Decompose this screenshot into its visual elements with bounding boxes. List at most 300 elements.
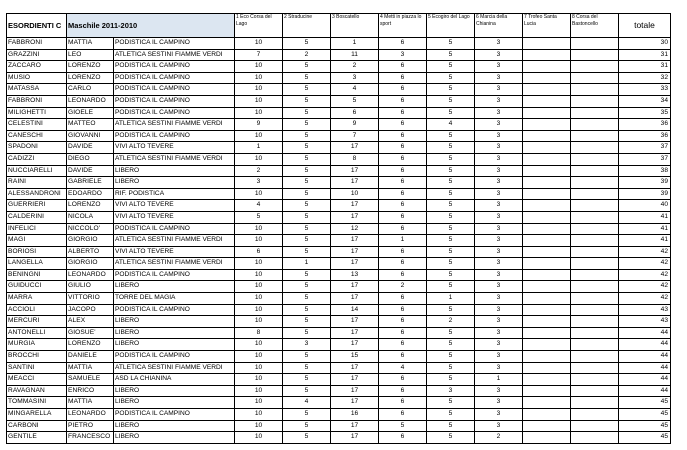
race-3-points: 17 xyxy=(331,246,379,258)
club-name: LIBERO xyxy=(114,165,235,177)
table-row xyxy=(7,177,671,189)
race-8-points xyxy=(571,200,619,212)
race-7-points xyxy=(523,316,571,328)
athlete-surname: INFELICI xyxy=(7,223,67,235)
race-7-points xyxy=(523,142,571,154)
category-header: ESORDIENTI C xyxy=(7,14,67,38)
athlete-name: ENRICO xyxy=(67,385,114,397)
race-7-points xyxy=(523,211,571,223)
club-name: LIBERO xyxy=(114,432,235,444)
table-row xyxy=(7,200,671,212)
table-row xyxy=(7,409,671,421)
race-header-8: 8 Corsa del Bastoncello xyxy=(571,14,619,38)
race-3-points: 17 xyxy=(331,432,379,444)
race-4-points: 6 xyxy=(379,223,427,235)
athlete-surname: ALESSANDRONI xyxy=(7,188,67,200)
race-8-points xyxy=(571,339,619,351)
total-points: 40 xyxy=(619,200,671,212)
race-1-points: 10 xyxy=(235,107,283,119)
race-5-points: 2 xyxy=(427,316,475,328)
athlete-name: LORENZO xyxy=(67,200,114,212)
race-1-points: 10 xyxy=(235,351,283,363)
total-points: 42 xyxy=(619,269,671,281)
club-name: PODISTICA IL CAMPINO xyxy=(114,38,235,50)
race-1-points: 10 xyxy=(235,61,283,73)
race-5-points: 5 xyxy=(427,211,475,223)
race-8-points xyxy=(571,351,619,363)
race-6-points: 3 xyxy=(475,327,523,339)
race-7-points xyxy=(523,72,571,84)
race-2-points: 5 xyxy=(283,153,331,165)
table-row xyxy=(7,95,671,107)
total-points: 37 xyxy=(619,153,671,165)
ranking-table xyxy=(6,13,671,444)
race-7-points xyxy=(523,153,571,165)
race-4-points: 5 xyxy=(379,420,427,432)
race-4-points: 6 xyxy=(379,385,427,397)
race-3-points: 17 xyxy=(331,281,379,293)
athlete-name: GIULIO xyxy=(67,281,114,293)
table-row xyxy=(7,362,671,374)
athlete-surname: MEACCI xyxy=(7,374,67,386)
total-points: 42 xyxy=(619,293,671,305)
race-4-points: 6 xyxy=(379,269,427,281)
athlete-surname: GUERRIERI xyxy=(7,200,67,212)
total-points: 45 xyxy=(619,432,671,444)
race-header-4: 4 Metti in piazza lo sport xyxy=(379,14,427,38)
table-row xyxy=(7,188,671,200)
race-5-points: 5 xyxy=(427,188,475,200)
table-row xyxy=(7,49,671,61)
table-row xyxy=(7,316,671,328)
race-4-points: 6 xyxy=(379,153,427,165)
race-8-points xyxy=(571,142,619,154)
race-4-points: 6 xyxy=(379,107,427,119)
race-2-points: 5 xyxy=(283,119,331,131)
race-6-points: 3 xyxy=(475,235,523,247)
total-points: 41 xyxy=(619,223,671,235)
club-name: ATLETICA SESTINI FIAMME VERDI xyxy=(114,153,235,165)
race-5-points: 5 xyxy=(427,327,475,339)
race-4-points: 6 xyxy=(379,246,427,258)
athlete-surname: BENINGNI xyxy=(7,269,67,281)
club-name: ATLETICA SESTINI FIAMME VERDI xyxy=(114,235,235,247)
race-7-points xyxy=(523,339,571,351)
race-3-points: 17 xyxy=(331,316,379,328)
race-7-points xyxy=(523,235,571,247)
athlete-name: LEONARDO xyxy=(67,95,114,107)
club-name: LIBERO xyxy=(114,177,235,189)
race-5-points: 5 xyxy=(427,107,475,119)
race-header-6: 6 Marcia della Chianina xyxy=(475,14,523,38)
race-4-points: 6 xyxy=(379,61,427,73)
race-4-points: 6 xyxy=(379,165,427,177)
race-4-points: 6 xyxy=(379,130,427,142)
race-6-points: 3 xyxy=(475,223,523,235)
race-4-points: 6 xyxy=(379,119,427,131)
total-header: totale xyxy=(619,14,671,38)
race-4-points: 6 xyxy=(379,84,427,96)
race-2-points: 5 xyxy=(283,61,331,73)
race-6-points: 3 xyxy=(475,316,523,328)
race-1-points: 3 xyxy=(235,177,283,189)
race-1-points: 10 xyxy=(235,374,283,386)
race-8-points xyxy=(571,72,619,84)
header-row xyxy=(7,14,671,38)
race-5-points: 5 xyxy=(427,258,475,270)
total-points: 30 xyxy=(619,38,671,50)
race-6-points: 3 xyxy=(475,61,523,73)
athlete-surname: MUSIO xyxy=(7,72,67,84)
race-6-points: 3 xyxy=(475,177,523,189)
race-4-points: 4 xyxy=(379,362,427,374)
race-3-points: 17 xyxy=(331,362,379,374)
total-points: 37 xyxy=(619,142,671,154)
race-4-points: 6 xyxy=(379,177,427,189)
race-8-points xyxy=(571,165,619,177)
race-2-points: 5 xyxy=(283,223,331,235)
table-row xyxy=(7,327,671,339)
race-3-points: 17 xyxy=(331,235,379,247)
race-8-points xyxy=(571,49,619,61)
table-row xyxy=(7,38,671,50)
group-header: Maschile 2011-2010 xyxy=(67,14,235,38)
race-8-points xyxy=(571,409,619,421)
race-3-points: 12 xyxy=(331,223,379,235)
race-8-points xyxy=(571,107,619,119)
race-7-points xyxy=(523,165,571,177)
athlete-name: FRANCESCO xyxy=(67,432,114,444)
athlete-name: MATTIA xyxy=(67,397,114,409)
athlete-surname: CANESCHI xyxy=(7,130,67,142)
race-2-points: 5 xyxy=(283,130,331,142)
athlete-surname: GENTILE xyxy=(7,432,67,444)
table-row xyxy=(7,107,671,119)
athlete-name: LEO xyxy=(67,49,114,61)
club-name: PODISTICA IL CAMPINO xyxy=(114,304,235,316)
race-3-points: 1 xyxy=(331,38,379,50)
race-4-points: 6 xyxy=(379,339,427,351)
race-5-points: 5 xyxy=(427,61,475,73)
race-4-points: 6 xyxy=(379,351,427,363)
total-points: 42 xyxy=(619,281,671,293)
table-row xyxy=(7,223,671,235)
athlete-name: DIEGO xyxy=(67,153,114,165)
club-name: LIBERO xyxy=(114,420,235,432)
race-3-points: 17 xyxy=(331,165,379,177)
athlete-surname: CADIZZI xyxy=(7,153,67,165)
race-3-points: 17 xyxy=(331,420,379,432)
athlete-surname: CALDERINI xyxy=(7,211,67,223)
race-8-points xyxy=(571,119,619,131)
athlete-name: GIORGIO xyxy=(67,258,114,270)
race-5-points: 5 xyxy=(427,130,475,142)
athlete-name: GIOVANNI xyxy=(67,130,114,142)
total-points: 36 xyxy=(619,130,671,142)
race-1-points: 10 xyxy=(235,188,283,200)
race-3-points: 14 xyxy=(331,304,379,316)
race-6-points: 3 xyxy=(475,72,523,84)
race-7-points xyxy=(523,95,571,107)
club-name: PODISTICA IL CAMPINO xyxy=(114,130,235,142)
race-1-points: 4 xyxy=(235,200,283,212)
athlete-name: LORENZO xyxy=(67,61,114,73)
total-points: 36 xyxy=(619,119,671,131)
race-5-points: 5 xyxy=(427,351,475,363)
athlete-name: DAVIDE xyxy=(67,165,114,177)
table-row xyxy=(7,304,671,316)
table-row xyxy=(7,374,671,386)
total-points: 44 xyxy=(619,351,671,363)
athlete-surname: MAGI xyxy=(7,235,67,247)
race-7-points xyxy=(523,107,571,119)
total-points: 44 xyxy=(619,339,671,351)
race-3-points: 6 xyxy=(331,107,379,119)
table-row xyxy=(7,385,671,397)
race-8-points xyxy=(571,304,619,316)
club-name: PODISTICA IL CAMPINO xyxy=(114,409,235,421)
total-points: 32 xyxy=(619,72,671,84)
race-1-points: 2 xyxy=(235,165,283,177)
athlete-surname: RAVAGNAN xyxy=(7,385,67,397)
club-name: RIF. PODISTICA xyxy=(114,188,235,200)
table-row xyxy=(7,61,671,73)
total-points: 41 xyxy=(619,211,671,223)
table-row xyxy=(7,211,671,223)
race-5-points: 5 xyxy=(427,362,475,374)
race-8-points xyxy=(571,362,619,374)
club-name: LIBERO xyxy=(114,339,235,351)
race-1-points: 6 xyxy=(235,246,283,258)
race-6-points: 3 xyxy=(475,38,523,50)
race-8-points xyxy=(571,223,619,235)
race-2-points: 5 xyxy=(283,235,331,247)
race-6-points: 3 xyxy=(475,165,523,177)
race-header-5: 5 Ecogiro del Lago xyxy=(427,14,475,38)
table-row xyxy=(7,84,671,96)
race-4-points: 6 xyxy=(379,188,427,200)
race-1-points: 10 xyxy=(235,409,283,421)
athlete-surname: TOMMASINI xyxy=(7,397,67,409)
athlete-surname: SANTINI xyxy=(7,362,67,374)
race-8-points xyxy=(571,269,619,281)
race-2-points: 5 xyxy=(283,420,331,432)
race-8-points xyxy=(571,235,619,247)
race-7-points xyxy=(523,84,571,96)
race-8-points xyxy=(571,84,619,96)
club-name: ATLETICA SESTINI FIAMME VERDI xyxy=(114,362,235,374)
race-3-points: 15 xyxy=(331,351,379,363)
table-row xyxy=(7,269,671,281)
race-8-points xyxy=(571,246,619,258)
race-1-points: 10 xyxy=(235,420,283,432)
race-3-points: 5 xyxy=(331,95,379,107)
race-1-points: 10 xyxy=(235,72,283,84)
race-2-points: 5 xyxy=(283,84,331,96)
table-row xyxy=(7,246,671,258)
race-1-points: 7 xyxy=(235,49,283,61)
table-row xyxy=(7,339,671,351)
race-7-points xyxy=(523,269,571,281)
table-row xyxy=(7,153,671,165)
club-name: LIBERO xyxy=(114,316,235,328)
athlete-name: MATTEO xyxy=(67,119,114,131)
race-7-points xyxy=(523,223,571,235)
race-6-points: 3 xyxy=(475,84,523,96)
race-1-points: 10 xyxy=(235,293,283,305)
race-4-points: 6 xyxy=(379,211,427,223)
race-6-points: 2 xyxy=(475,432,523,444)
athlete-surname: GRAZZINI xyxy=(7,49,67,61)
total-points: 44 xyxy=(619,327,671,339)
race-5-points: 5 xyxy=(427,223,475,235)
race-2-points: 5 xyxy=(283,246,331,258)
race-8-points xyxy=(571,385,619,397)
race-1-points: 10 xyxy=(235,130,283,142)
table-row xyxy=(7,130,671,142)
race-4-points: 6 xyxy=(379,397,427,409)
race-7-points xyxy=(523,432,571,444)
athlete-name: MATTIA xyxy=(67,362,114,374)
race-7-points xyxy=(523,327,571,339)
race-2-points: 4 xyxy=(283,397,331,409)
race-1-points: 10 xyxy=(235,432,283,444)
race-2-points: 5 xyxy=(283,165,331,177)
race-8-points xyxy=(571,293,619,305)
race-5-points: 5 xyxy=(427,165,475,177)
race-3-points: 17 xyxy=(331,397,379,409)
race-7-points xyxy=(523,362,571,374)
race-2-points: 5 xyxy=(283,385,331,397)
table-row xyxy=(7,281,671,293)
race-2-points: 5 xyxy=(283,200,331,212)
race-6-points: 3 xyxy=(475,339,523,351)
race-5-points: 5 xyxy=(427,95,475,107)
race-5-points: 5 xyxy=(427,281,475,293)
table-row xyxy=(7,351,671,363)
race-2-points: 5 xyxy=(283,409,331,421)
athlete-name: VITTORIO xyxy=(67,293,114,305)
race-5-points: 5 xyxy=(427,235,475,247)
race-5-points: 5 xyxy=(427,269,475,281)
race-6-points: 3 xyxy=(475,269,523,281)
race-7-points xyxy=(523,200,571,212)
race-5-points: 4 xyxy=(427,119,475,131)
race-3-points: 3 xyxy=(331,72,379,84)
athlete-name: GABRIELE xyxy=(67,177,114,189)
race-6-points: 3 xyxy=(475,409,523,421)
race-3-points: 17 xyxy=(331,385,379,397)
athlete-name: DAVIDE xyxy=(67,142,114,154)
race-4-points: 6 xyxy=(379,304,427,316)
club-name: PODISTICA IL CAMPINO xyxy=(114,107,235,119)
athlete-surname: ANTONELLI xyxy=(7,327,67,339)
race-2-points: 5 xyxy=(283,107,331,119)
athlete-name: DANIELE xyxy=(67,351,114,363)
race-5-points: 5 xyxy=(427,142,475,154)
race-5-points: 5 xyxy=(427,304,475,316)
athlete-name: ALBERTO xyxy=(67,246,114,258)
race-1-points: 10 xyxy=(235,258,283,270)
race-5-points: 5 xyxy=(427,374,475,386)
race-header-7: 7 Trofeo Santa Lucia xyxy=(523,14,571,38)
race-8-points xyxy=(571,61,619,73)
race-2-points: 1 xyxy=(283,258,331,270)
race-1-points: 10 xyxy=(235,38,283,50)
athlete-name: CARLO xyxy=(67,84,114,96)
race-5-points: 5 xyxy=(427,200,475,212)
race-6-points: 3 xyxy=(475,246,523,258)
race-2-points: 5 xyxy=(283,211,331,223)
athlete-name: LORENZO xyxy=(67,72,114,84)
club-name: PODISTICA IL CAMPINO xyxy=(114,84,235,96)
race-8-points xyxy=(571,258,619,270)
race-3-points: 17 xyxy=(331,200,379,212)
club-name: PODISTICA IL CAMPINO xyxy=(114,95,235,107)
athlete-name: PIETRO xyxy=(67,420,114,432)
athlete-surname: MARRA xyxy=(7,293,67,305)
race-3-points: 17 xyxy=(331,177,379,189)
athlete-surname: SPADONI xyxy=(7,142,67,154)
race-6-points: 3 xyxy=(475,188,523,200)
athlete-surname: LANGELLA xyxy=(7,258,67,270)
race-6-points: 3 xyxy=(475,119,523,131)
race-8-points xyxy=(571,153,619,165)
athlete-surname: MURGIA xyxy=(7,339,67,351)
race-4-points: 6 xyxy=(379,293,427,305)
club-name: LIBERO xyxy=(114,327,235,339)
race-8-points xyxy=(571,327,619,339)
race-2-points: 2 xyxy=(283,49,331,61)
race-3-points: 17 xyxy=(331,258,379,270)
race-5-points: 5 xyxy=(427,246,475,258)
race-6-points: 3 xyxy=(475,142,523,154)
race-5-points: 5 xyxy=(427,397,475,409)
club-name: ATLETICA SESTINI FIAMME VERDI xyxy=(114,119,235,131)
club-name: VIVI ALTO TEVERE xyxy=(114,142,235,154)
race-6-points: 3 xyxy=(475,49,523,61)
club-name: PODISTICA IL CAMPINO xyxy=(114,72,235,84)
athlete-surname: RAINI xyxy=(7,177,67,189)
club-name: VIVI ALTO TEVERE xyxy=(114,200,235,212)
race-8-points xyxy=(571,432,619,444)
table-row xyxy=(7,293,671,305)
race-2-points: 5 xyxy=(283,327,331,339)
race-1-points: 10 xyxy=(235,281,283,293)
race-1-points: 9 xyxy=(235,119,283,131)
race-3-points: 17 xyxy=(331,339,379,351)
athlete-surname: MERCURI xyxy=(7,316,67,328)
race-1-points: 1 xyxy=(235,142,283,154)
race-5-points: 5 xyxy=(427,409,475,421)
athlete-surname: ACCIOLI xyxy=(7,304,67,316)
club-name: PODISTICA IL CAMPINO xyxy=(114,351,235,363)
total-points: 31 xyxy=(619,61,671,73)
race-7-points xyxy=(523,61,571,73)
race-8-points xyxy=(571,38,619,50)
race-2-points: 5 xyxy=(283,142,331,154)
race-4-points: 6 xyxy=(379,374,427,386)
athlete-name: ALEX xyxy=(67,316,114,328)
race-3-points: 9 xyxy=(331,119,379,131)
athlete-name: NICCOLO' xyxy=(67,223,114,235)
race-4-points: 2 xyxy=(379,281,427,293)
race-8-points xyxy=(571,281,619,293)
race-3-points: 7 xyxy=(331,130,379,142)
race-2-points: 5 xyxy=(283,374,331,386)
race-6-points: 3 xyxy=(475,200,523,212)
athlete-name: GIOSUE' xyxy=(67,327,114,339)
